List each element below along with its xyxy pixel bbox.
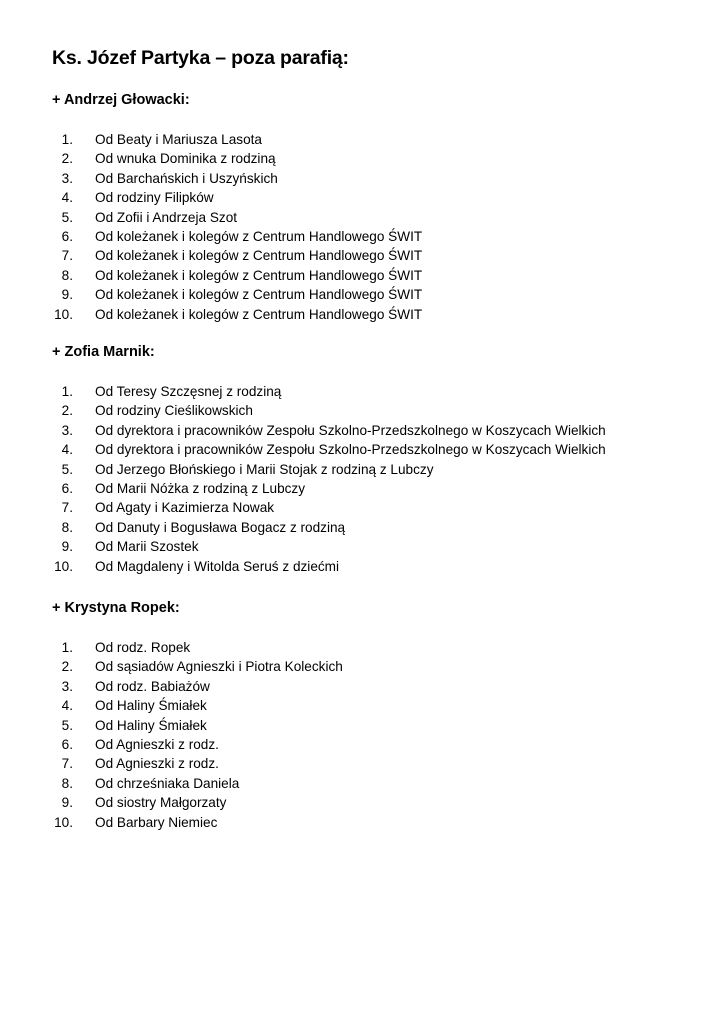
list-item-number: 10. [54,814,73,830]
list-item-text: Od Barbary Niemiec [95,814,218,830]
list-item-number: 3. [61,422,73,438]
list-item-text: Od koleżanek i kolegów z Centrum Handlowego ŚWIT [95,306,423,322]
list-item-text: Od koleżanek i kolegów z Centrum Handlowego ŚWIT [95,287,423,303]
list-item-number: 7. [61,756,73,772]
list-item-number: 8. [61,775,73,791]
list-item-text: Od rodziny Filipków [95,190,214,206]
list-item-number: 9. [61,539,73,555]
list-item-text: Od Agaty i Kazimierza Nowak [95,500,275,516]
list-item-number: 5. [61,461,73,477]
list-item-text: Od Beaty i Mariusza Lasota [95,132,262,147]
list-item-text: Od rodz. Ropek [95,640,191,655]
list-item-text: Od koleżanek i kolegów z Centrum Handlowego ŚWIT [95,228,423,244]
list-item-number: 7. [61,500,73,516]
list-item-number: 4. [61,442,73,458]
list-item-number: 8. [61,519,73,535]
list-item-text: Od Marii Nóżka z rodziną z Lubczy [95,480,306,496]
list-item-text: Od chrześniaka Daniela [95,775,240,791]
list-item-text: Od Jerzego Błońskiego i Marii Stojak z rodziną z Lubczy [95,461,434,477]
section-heading: + Krystyna Ropek: [52,600,180,616]
list-item-text: Od wnuka Dominika z rodziną [95,151,276,167]
list-item-text: Od Marii Szostek [95,539,199,555]
list-item-text: Od Danuty i Bogusława Bogacz z rodziną [95,519,346,535]
list-item-text: Od Agnieszki z rodz. [95,736,219,752]
list-item-number: 9. [61,795,73,811]
list-item-number: 6. [61,736,73,752]
list-item-number: 1. [61,640,73,655]
list-item-text: Od siostry Małgorzaty [95,795,227,811]
list-item-number: 5. [61,209,73,225]
list-item-number: 2. [61,659,73,675]
list-item-number: 5. [61,717,73,733]
list-item-text: Od Haliny Śmiałek [95,717,207,733]
list-item-text: Od rodziny Cieślikowskich [95,403,253,419]
section-heading: + Zofia Marnik: [52,344,155,360]
list-item-number: 7. [61,248,73,264]
list-item-number: 2. [61,151,73,167]
list-item-text: Od dyrektora i pracowników Zespołu Szkolno-Przedszkolnego w Koszycach Wielkich [95,442,606,458]
list-item-text: Od dyrektora i pracowników Zespołu Szkolno-Przedszkolnego w Koszycach Wielkich [95,422,606,438]
list-item-number: 4. [61,698,73,714]
list-item-number: 1. [61,384,73,399]
list-item-number: 3. [61,170,73,186]
page-title: Ks. Józef Partyka – poza parafią: [52,47,349,69]
list-item-text: Od Haliny Śmiałek [95,698,207,714]
section-heading: + Andrzej Głowacki: [52,92,190,108]
list-item-text: Od Magdaleny i Witolda Seruś z dziećmi [95,558,340,574]
list-item-text: Od Barchańskich i Uszyńskich [95,170,278,186]
list-item-number: 3. [61,678,73,694]
list-item-text: Od Teresy Szczęsnej z rodziną [95,384,282,399]
list-item-text: Od Agnieszki z rodz. [95,756,219,772]
list-item-text: Od sąsiadów Agnieszki i Piotra Koleckich [95,659,343,675]
list-item-text: Od koleżanek i kolegów z Centrum Handlowego ŚWIT [95,267,423,283]
list-item-number: 2. [61,403,73,419]
list-item-number: 4. [61,190,73,206]
list-item-number: 6. [61,480,73,496]
list-item-number: 6. [61,228,73,244]
list-item-number: 8. [61,267,73,283]
list-item-number: 10. [54,306,73,322]
list-item-number: 10. [54,558,73,574]
list-item-text: Od koleżanek i kolegów z Centrum Handlowego ŚWIT [95,248,423,264]
list-item-text: Od rodz. Babiażów [95,678,210,694]
list-item-text: Od Zofii i Andrzeja Szot [95,209,238,225]
list-item-number: 9. [61,287,73,303]
list-item-number: 1. [61,132,73,147]
